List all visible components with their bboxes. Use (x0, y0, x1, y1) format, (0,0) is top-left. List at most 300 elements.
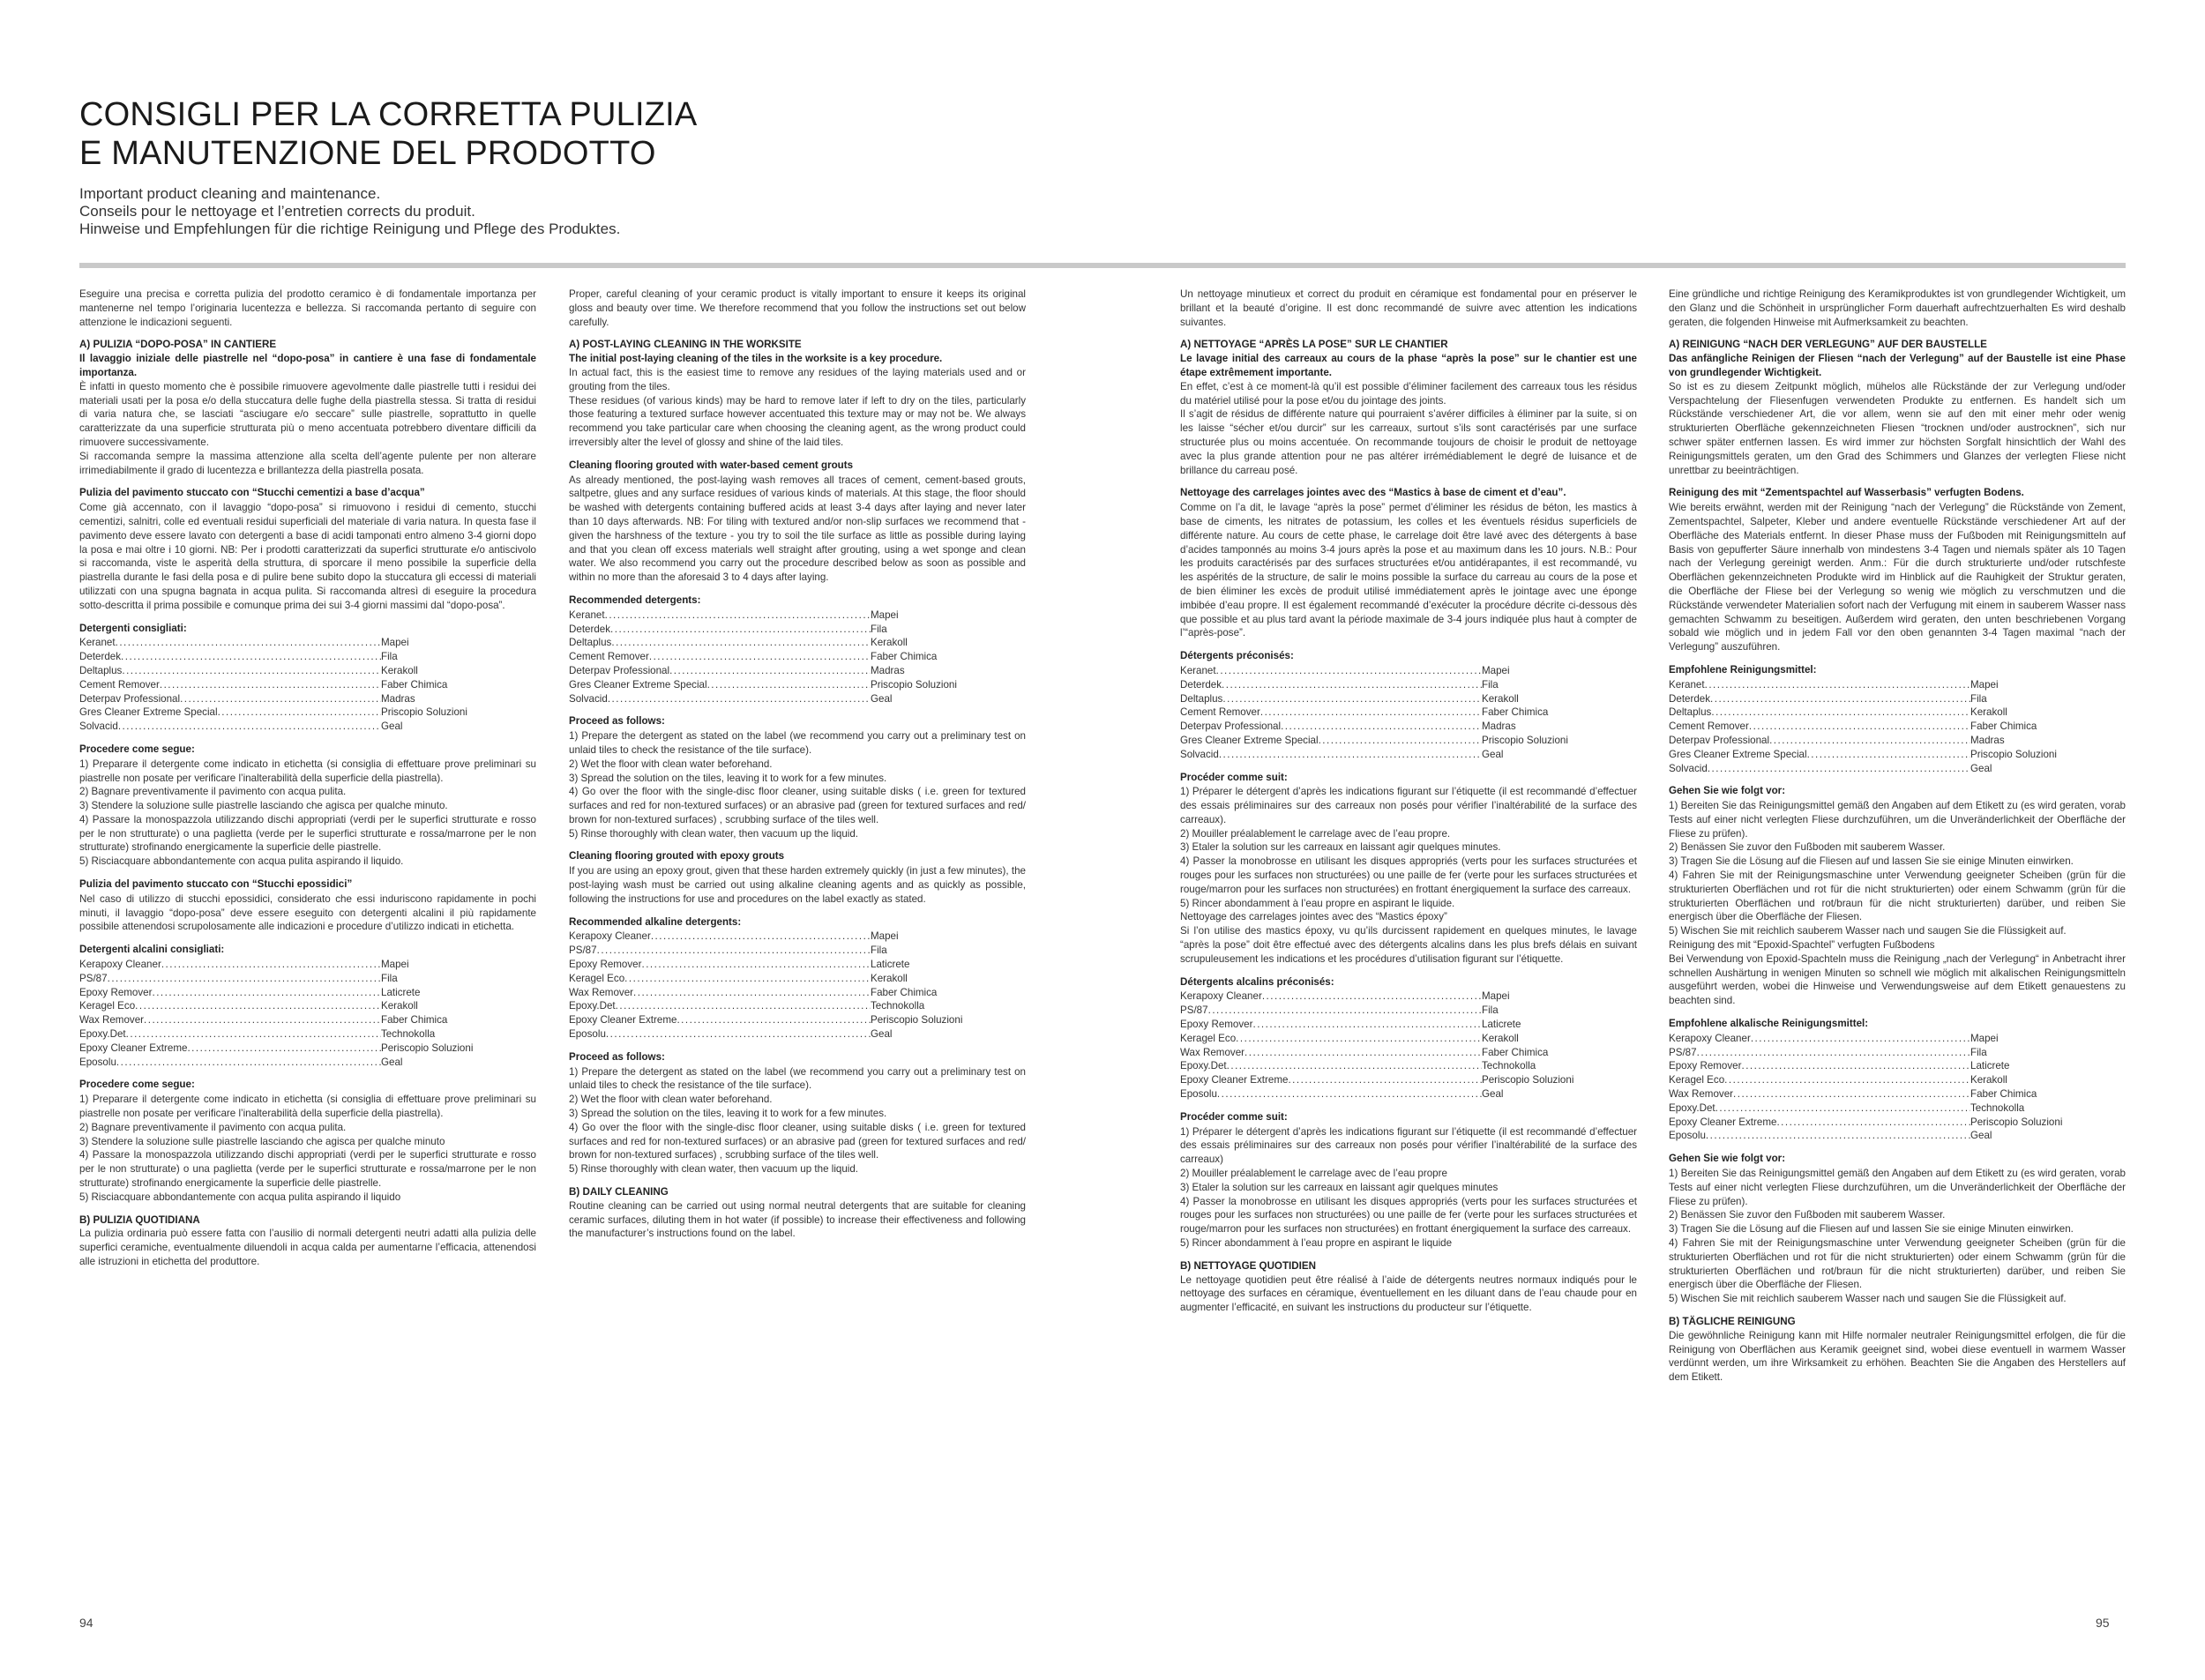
column-italian (79, 287, 536, 1277)
detergent-brand: Periscopio Soluzioni (1482, 1074, 1574, 1086)
detergent-row (79, 1027, 536, 1042)
header-divider (79, 263, 2126, 268)
detergent-row (1669, 734, 2126, 748)
cement-grout-body: Comme on l’a dit, le lavage “après la pose” permet d’éliminer les résidus de béton, les mastics à base de ciments, les nitrates de potassium, les colles et les éventuels résidus superficiels de différente nature. Au cours de cette phase, le carrelage doit être lavé avec des détergents à base d’acides tamponnés au moins 3-4 jours après la pose et au maximum dans les 10 jours. N.B.: Pour les produits caractérisés par des surfaces structurées et/ou antidérapantes, il est recommandé, vu les aspérités de la structure, de salir le moins possible la surface du carreau au cours de la pose et de bien éliminer les excès de produit utilisé immédiatement après le jointage avec une éponge imbibée d’eau propre. Il est également recommandé d’exécuter la procédure décrite ci-dessous dès que possible et au plus tard avant la période maximale de 3-4 jours indiquée plus haut à compter de l’“après-pose”. (1180, 502, 1637, 639)
detergent-name: Gres Cleaner Extreme Special (79, 706, 218, 719)
section-b-heading: B) NETTOYAGE QUOTIDIEN (1180, 1259, 1316, 1272)
procedure-step: 3) Etaler la solution sur les carreaux en laissant agir quelques minutes. (1180, 841, 1501, 854)
detergent-row (1180, 720, 1637, 734)
procedure-step: 5) Rincer abondamment à l’eau propre en aspirant le liquide. (1180, 897, 1455, 909)
leader-dots (1236, 1032, 1482, 1046)
detergent-brand: Mapei (1970, 678, 1999, 691)
detergent-brand: Laticrete (381, 986, 421, 998)
detergent-name: Cement Remover (1180, 706, 1260, 719)
cement-grout-body: Wie bereits erwähnt, werden mit der Reinigung “nach der Verlegung” die Rückstände von Zement, Zementspachtel, Salpeter, Kleber und andere eventuelle Rückstände verschiedener Art auf der Oberfläche des Materials entfernt. In dieser Phase muss der Fußboden mit Reinigungsmitteln auf Basis von gepufferter Säure innerhalb von mindestens 3-4 Tagen und niemals später als 10 Tagen nach der Verlegung gereinigt werden. Anm.: Für die durch strukturierte und/oder rutschfeste Oberflächen gekennzeichneten Produkte wird im Hinblick auf die Rauhigkeit der Struktur geraten, die Oberfläche der Fliese bei der Verlegung so wenig wie möglich zu verschmutzen und die Rückstände verwendeter Materialien sofort nach der Verfugung mit einem in sauberem Wasser nass gemachten Schwamm zu beseitigen. Außerdem wird geraten, den unten beschriebenen Vorgang sobald wie möglich und in jedem Fall vor den oben genannten 3-4 Tagen maximal “nach der Verlegung” auszuführen. (1669, 502, 2126, 653)
procedure-step: 1) Preparare il detergente come indicato in etichetta (si consiglia di effettuare prove preliminari su piastrelle non posate per verificare l’inalterabilità della superficie della piastrella). (79, 758, 536, 784)
section-b-body: Routine cleaning can be carried out using normal neutral detergents that are suitable for cleaning ceramic surfaces, diluting them in hot water (if possible) to increase their effectiveness and following the manufacturer’s instructions found on the label. (569, 1199, 1026, 1240)
detergent-brand: Priscopio Soluzioni (871, 678, 957, 691)
procedure-step: 3) Tragen Sie die Lösung auf die Fliesen auf und lassen Sie sie einige Minuten einwirken. (1669, 1223, 2074, 1236)
section-a-heading: A) REINIGUNG “NACH DER VERLEGUNG” AUF DER BAUSTELLE (1669, 339, 1987, 351)
leader-dots (1217, 1087, 1482, 1101)
alkaline-detergents-heading: Empfohlene alkalische Reinigungsmittel: (1669, 1018, 1869, 1030)
leader-dots (1252, 1018, 1482, 1032)
procedure-step: 2) Wet the floor with clean water beforehand. (569, 1094, 773, 1106)
detergent-row (569, 664, 1026, 678)
detergent-brand: Technokolla (381, 1028, 436, 1041)
epoxy-grout-heading: Cleaning flooring grouted with epoxy grouts (569, 850, 785, 862)
detergent-row (569, 609, 1026, 623)
section-a-lead: The initial post-laying cleaning of the tiles in the worksite is a key procedure. (569, 353, 943, 365)
detergent-brand: Geal (1970, 1130, 1992, 1142)
leader-dots (651, 930, 871, 944)
leader-dots (1733, 1087, 1970, 1101)
epoxy-grout-heading: Pulizia del pavimento stuccato con “Stucchi epossidici” (79, 878, 353, 891)
procedure-step: 4) Passare la monospazzola utilizzando dischi appropriati (verdi per le superfici strutturate e rosso per le non strutturate) o una paglietta (verde per le superfici strutturate e rossa/marrone per le non strutturate) strofinando energicamente la superficie delle piastrelle. (79, 813, 536, 854)
leader-dots (1751, 1032, 1970, 1046)
detergent-name: Deltaplus (1669, 706, 1712, 719)
procedure-2-steps (1180, 1125, 1637, 1251)
leader-dots (126, 1027, 381, 1042)
detergent-name: Wax Remover (79, 1014, 145, 1027)
detergent-brand: Laticrete (1970, 1060, 2010, 1072)
leader-dots (1208, 1004, 1482, 1018)
detergent-row (569, 636, 1026, 650)
detergent-row (1180, 678, 1637, 692)
procedure-step: 4) Go over the floor with the single-disc floor cleaner, using suitable disks ( i.e. green for textured surfaces and red for non-textured surfaces) or an abrasive pad (green for textured surfaces and red/ brown for non-textured surfaces) , scrubbing surface of the tiles well. (569, 1121, 1026, 1161)
detergent-name: Keranet (1180, 664, 1216, 676)
detergent-name: Gres Cleaner Extreme Special (1180, 734, 1319, 746)
procedure-2-steps (1669, 1167, 2126, 1306)
procedure-step: 1) Preparare il detergente come indicato in etichetta (si consiglia di effettuare prove preliminari su piastrelle non posate per verificare l’inalterabilità della superficie della piastrella). (79, 1094, 536, 1120)
detergent-row (1669, 678, 2126, 692)
detergent-brand: Fila (381, 651, 398, 663)
detergent-row (79, 999, 536, 1013)
detergent-name: Kerapoxy Cleaner (1669, 1032, 1751, 1044)
detergent-name: Kerapoxy Cleaner (1180, 990, 1262, 1003)
leader-dots (1216, 664, 1482, 678)
alkaline-detergents-heading: Recommended alkaline detergents: (569, 915, 742, 928)
detergent-row (1669, 1073, 2126, 1087)
leader-dots (707, 678, 871, 692)
detergent-row (1180, 748, 1637, 762)
detergent-brand: Technokolla (1482, 1060, 1536, 1072)
procedure-2-heading: Procedere come segue: (79, 1079, 195, 1091)
detergent-name: Solvacid (569, 692, 608, 705)
procedure-step: 5) Risciacquare abbondantemente con acqua pulita aspirando il liquido. (79, 855, 404, 868)
cement-grout-heading: Reinigung des mit “Zementspachtel auf Wasserbasis” verfugten Bodens. (1669, 487, 2024, 499)
detergent-name: Epoxy Remover (1669, 1060, 1742, 1072)
detergent-row (79, 678, 536, 692)
procedure-steps (569, 729, 1026, 840)
procedure-heading: Proceed as follows: (569, 715, 665, 728)
detergent-row (1180, 706, 1637, 720)
detergent-brand: Kerakoll (1482, 692, 1519, 705)
leader-dots (135, 999, 381, 1013)
detergent-row (1669, 1046, 2126, 1060)
detergent-name: PS/87 (79, 972, 108, 984)
detergent-name: Gres Cleaner Extreme Special (569, 678, 707, 691)
detergent-brand: Laticrete (1482, 1019, 1521, 1031)
detergent-name: Wax Remover (569, 986, 634, 998)
leader-dots (1807, 748, 1970, 762)
leader-dots (161, 958, 381, 972)
procedure-step: 4) Fahren Sie mit der Reinigungsmaschine unter Verwendung geeigneter Scheiben (grün für die strukturierten Oberflächen und rot für die nicht strukturierten) oder einem Schwamm (grün für die strukturierten Oberflächen und rot/braun für die nicht strukturierten) darüber, und reiben Sie energisch über die Oberfläche der Fliesen. (1669, 1237, 2126, 1291)
leader-dots (1219, 748, 1482, 762)
leader-dots (1262, 989, 1482, 1004)
detergent-row (569, 678, 1026, 692)
leader-dots (121, 650, 381, 664)
detergent-brand: Fila (1970, 692, 1987, 705)
epoxy-grout-body: Nel caso di utilizzo di stucchi epossidici, considerato che essi induriscono rapidamente in pochi minuti, il lavaggio “dopo-posa” deve essere eseguito con detergenti alcalini il più rapidamente possibile attenendosi scrupolosamente alle indicazioni e procedure d’utilizzo indicati in etichetta. (79, 892, 536, 933)
leader-dots (669, 664, 871, 678)
leader-dots (641, 958, 871, 972)
detergent-row (1669, 706, 2126, 720)
procedure-step: 2) Mouiller préalablement le carrelage avec de l’eau propre. (1180, 827, 1451, 840)
detergent-brand: Kerakoll (871, 972, 908, 984)
leader-dots (1724, 1073, 1970, 1087)
leader-dots (616, 999, 871, 1013)
detergent-name: Deltaplus (1180, 692, 1223, 705)
detergent-row (79, 986, 536, 1000)
detergents-heading: Recommended detergents: (569, 594, 701, 606)
procedure-steps (1669, 799, 2126, 1008)
leader-dots (676, 1013, 871, 1027)
detergent-brand: Priscopio Soluzioni (381, 706, 467, 719)
detergent-row (1669, 1129, 2126, 1143)
detergent-row (1669, 748, 2126, 762)
detergents-heading: Detergenti consigliati: (79, 622, 187, 634)
detergent-row (1180, 692, 1637, 706)
leader-dots (218, 706, 381, 720)
detergent-row (1669, 1101, 2126, 1116)
detergent-brand: Technokolla (1970, 1101, 2025, 1114)
leader-dots (633, 986, 871, 1000)
detergent-brand: Mapei (871, 930, 899, 943)
leader-dots (1319, 734, 1482, 748)
intro-text: Proper, careful cleaning of your ceramic product is vitally important to ensure it keeps its original gloss and beauty over time. We therefore recommend that you follow the instructions set out below carefully. (569, 288, 1026, 328)
detergent-brand: Kerakoll (1970, 706, 2007, 719)
detergent-brand: Kerakoll (1482, 1032, 1519, 1044)
procedure-step: Reinigung des mit “Epoxid-Spachtel” verfugten Fußbodens (1669, 939, 1935, 952)
alkaline-detergents-heading: Detergenti alcalini consigliati: (79, 944, 225, 956)
leader-dots (1697, 1046, 1970, 1060)
column-english (569, 287, 1026, 1249)
detergent-brand: Fila (871, 945, 887, 957)
procedure-heading: Procéder comme suit: (1180, 771, 1288, 783)
detergent-name: Epoxy.Det (79, 1028, 126, 1041)
leader-dots (187, 1042, 381, 1056)
detergent-brand: Fila (871, 623, 887, 635)
detergent-name: Epoxy Remover (569, 959, 642, 971)
detergent-row (569, 944, 1026, 958)
detergent-brand: Mapei (871, 609, 899, 621)
procedure-step: 1) Prepare the detergent as stated on the label (we recommend you carry out a preliminary test on unlaid tiles to check the resistance of the tile surface). (569, 1065, 1026, 1092)
procedure-step: 3) Spread the solution on the tiles, leaving it to work for a few minutes. (569, 772, 887, 784)
detergent-brand: Periscopio Soluzioni (381, 1042, 474, 1054)
detergent-brand: Fila (1482, 1004, 1499, 1017)
cement-grout-heading: Pulizia del pavimento stuccato con “Stucchi cementizi a base d’acqua” (79, 487, 425, 499)
detergent-brand: Geal (1482, 1088, 1504, 1101)
leader-dots (1705, 678, 1970, 692)
section-a-lead: Il lavaggio iniziale delle piastrelle nel “dopo-posa” in cantiere è una fase di fondamentale importanza. (79, 353, 536, 378)
page-number-left: 94 (79, 1616, 93, 1630)
detergent-name: Wax Remover (1180, 1046, 1245, 1058)
detergent-name: Cement Remover (79, 678, 160, 691)
leader-dots (1288, 1073, 1482, 1087)
procedure-heading: Gehen Sie wie folgt vor: (1669, 785, 1786, 797)
procedure-2-heading: Procéder comme suit: (1180, 1110, 1288, 1123)
detergent-row (79, 972, 536, 986)
detergent-brand: Madras (1482, 721, 1516, 733)
cement-grout-body: As already mentioned, the post-laying wash removes all traces of cement, cement-based grouts, saltpetre, glues and any surface residues of various kinds of materials. At this stage, the floor should be washed with detergents containing buffered acids at least 3-4 days after laying and never later than 10 days afterwards. NB: For tiling with textured and/or non-slip surfaces we recommend that - given the harshness of the texture - you try to soil the tile surface as little as possible during laying and that you clean off excess materials well straight after grouting, using a wet sponge and clean water. We also recommend you carry out the procedure described below as soon as possible and within no more than the aforesaid 3 to 4 days after laying. (569, 474, 1026, 584)
procedure-steps (79, 758, 536, 869)
detergent-row (569, 692, 1026, 706)
detergent-brand: Kerakoll (871, 637, 908, 649)
detergent-brand: Geal (871, 692, 893, 705)
leader-dots (1260, 706, 1482, 720)
detergent-brand: Madras (381, 692, 415, 705)
section-a-body-1: So ist es zu diesem Zeitpunkt möglich, mühelos alle Rückstände der zur Verlegung und/oder Verspachtelung der Fliesenfugen verwendeten Produkte zu entfernen. Es handelt sich um Rückstände verschiedener Art, die vor allem, wenn sie auf den mit einer mehr oder wenig strukturierten Oberfläche gekennzeichneten Fliesen “trocknen und/oder austrocknen”, sich nur schwer später entfernen lassen. Es wird immer zur höchsten Sorgfalt hinsichtlich der Wahl des Reinigungsmittels geraten, um den Grad des Schimmers und Glanzes der verlegten Fliese nicht unrettbar zu beeinträchtigen. (1669, 380, 2126, 476)
detergent-name: Keragel Eco (1669, 1074, 1725, 1086)
procedure-step: 2) Bagnare preventivamente il pavimento con acqua pulita. (79, 786, 347, 798)
detergent-brand: Mapei (381, 959, 409, 971)
section-a-heading: A) POST-LAYING CLEANING IN THE WORKSITE (569, 339, 802, 351)
detergents-heading: Détergents préconisés: (1180, 650, 1294, 662)
subtitle-english: Important product cleaning and maintenance. (79, 185, 381, 202)
alkaline-detergent-list (1669, 1032, 2126, 1143)
section-b-body: Die gewöhnliche Reinigung kann mit Hilfe normaler neutraler Reinigungsmittel erfolgen, die für die Reinigung von Oberflächen aus Keramik geeignet sind, wobei diese eventuell in warmem Wasser verdünnt werden, um ihre Wirksamkeit zu erhöhen. Beachten Sie die Angaben des Herstellers auf dem Etikett. (1669, 1329, 2126, 1384)
detergent-brand: Geal (381, 721, 403, 733)
leader-dots (116, 1056, 381, 1070)
detergent-name: Deltaplus (569, 637, 612, 649)
section-a-lead: Le lavage initial des carreaux au cours de la phase “après la pose” sur le chantier est une étape extrêmement importante. (1180, 353, 1637, 378)
detergent-name: Deltaplus (79, 664, 123, 676)
leader-dots (118, 720, 381, 734)
detergent-name: Epoxy.Det (1180, 1060, 1227, 1072)
leader-dots (624, 972, 871, 986)
intro-text: Eine gründliche und richtige Reinigung des Keramikproduktes ist von grundlegender Wichtigkeit, um den Glanz und die Schönheit in ursprünglicher Form dauerhaft aufrechtzuerhalten Es wird deshalb geraten, die folgenden Hinweise mit Aufmerksamkeit zu beachten. (1669, 288, 2126, 328)
leader-dots (1222, 678, 1482, 692)
detergent-name: Keragel Eco (79, 1000, 136, 1012)
title-line-2: E MANUTENZIONE DEL PRODOTTO (79, 135, 656, 172)
section-b-heading: B) DAILY CLEANING (569, 1186, 669, 1198)
detergent-name: Epoxy.Det (1669, 1101, 1715, 1114)
section-a-heading: A) NETTOYAGE “APRÈS LA POSE” SUR LE CHANTIER (1180, 339, 1448, 351)
column-french (1180, 287, 1637, 1323)
detergent-row (569, 986, 1026, 1000)
detergent-name: Deterdek (1669, 692, 1711, 705)
detergent-brand: Faber Chimica (381, 678, 448, 691)
detergent-brand: Mapei (1482, 990, 1510, 1003)
detergent-name: Keranet (79, 637, 116, 649)
detergent-name: Deterdek (79, 651, 122, 663)
detergent-row (569, 972, 1026, 986)
detergent-name: Epoxy Cleaner Extreme (79, 1042, 188, 1054)
detergent-name: Gres Cleaner Extreme Special (1669, 748, 1807, 760)
section-a-heading: A) PULIZIA “DOPO-POSA” IN CANTIERE (79, 339, 277, 351)
leader-dots (116, 636, 381, 650)
detergent-row (79, 720, 536, 734)
detergent-brand: Geal (1970, 762, 1992, 774)
detergent-row (569, 930, 1026, 944)
detergent-row (1669, 1059, 2126, 1073)
leader-dots (1711, 706, 1970, 720)
detergent-name: Deterdek (569, 623, 611, 635)
detergent-name: Deterpav Professional (1669, 734, 1770, 746)
detergent-name: Cement Remover (1669, 721, 1749, 733)
leader-dots (152, 986, 381, 1000)
procedure-step: Bei Verwendung von Epoxid-Spachteln muss die Reinigung „nach der Verlegung“ in Anbetracht ihrer schnellen Aushärtung in wenigen Minuten so schnell wie möglich mit alkalischen Reinigungsmitteln ausgeführt werden, wobei die Hinweise und Verwendungsweise auf dem Etikett genauestens zu beachten sind. (1669, 952, 2126, 1007)
detergent-name: PS/87 (1669, 1046, 1697, 1058)
leader-dots (1245, 1046, 1482, 1060)
detergent-brand: Kerakoll (381, 1000, 418, 1012)
detergent-name: Cement Remover (569, 651, 649, 663)
detergent-name: Epoxy Cleaner Extreme (1669, 1116, 1777, 1128)
detergent-brand: Kerakoll (381, 664, 418, 676)
detergent-brand: Laticrete (871, 959, 910, 971)
detergent-brand: Fila (1970, 1046, 1987, 1058)
detergent-name: Kerapoxy Cleaner (569, 930, 651, 943)
subtitle-french: Conseils pour le nettoyage et l’entretien corrects du produit. (79, 203, 475, 220)
procedure-step: 4) Passare la monospazzola utilizzando dischi appropriati (verdi per le superfici strutturate e rosso per le non strutturate) o una paglietta (verde per le superfici strutturate e rossa/marrone per le non strutturate) strofinando energicamente la superficie delle piastrelle. (79, 1149, 536, 1190)
leader-dots (1710, 692, 1970, 706)
leader-dots (606, 1027, 871, 1042)
alkaline-detergent-list (79, 958, 536, 1069)
leader-dots (1715, 1101, 1970, 1116)
detergent-row (1180, 1032, 1637, 1046)
detergent-row (569, 1013, 1026, 1027)
intro-text: Eseguire una precisa e corretta pulizia del prodotto ceramico è di fondamentale importanza per mantenerne nel tempo l’originaria lucentezza e bellezza. Si raccomanda pertanto di seguire con attenzione le indicazioni seguenti. (79, 288, 536, 328)
detergent-row (569, 958, 1026, 972)
procedure-2-steps (79, 1093, 536, 1204)
detergent-row (79, 706, 536, 720)
procedure-heading: Procedere come segue: (79, 743, 195, 755)
leader-dots (1749, 720, 1970, 734)
detergent-brand: Periscopio Soluzioni (871, 1014, 963, 1027)
detergent-brand: Faber Chimica (871, 651, 938, 663)
leader-dots (649, 650, 871, 664)
subtitle-block (79, 185, 620, 238)
page-title (79, 95, 697, 173)
leader-dots (610, 623, 871, 637)
detergent-brand: Faber Chimica (1482, 706, 1549, 719)
procedure-step: 5) Wischen Sie mit reichlich sauberem Wasser nach und saugen Sie die Flüssigkeit auf. (1669, 1293, 2067, 1305)
procedure-step: 3) Stendere la soluzione sulle piastrelle lasciando che agisca per qualche minuto (79, 1135, 445, 1147)
detergent-name: Solvacid (79, 721, 118, 733)
cement-grout-heading: Nettoyage des carrelages jointes avec des “Mastics à base de ciment et d’eau”. (1180, 487, 1566, 499)
detergent-name: Epoxy Cleaner Extreme (1180, 1074, 1289, 1086)
procedure-step: 5) Wischen Sie mit reichlich sauberem Wasser nach und saugen Sie die Flüssigkeit auf. (1669, 925, 2067, 937)
procedure-step: 1) Préparer le détergent d’après les indications figurant sur l’étiquette (il est recommandé d’effectuer des essais préliminaires sur des carreaux non posés pour vérifier l’inaltérabilité de la surface des carreaux) (1180, 1125, 1637, 1166)
detergent-brand: Faber Chimica (1970, 721, 2037, 733)
detergent-name: Keranet (569, 609, 605, 621)
leader-dots (1776, 1116, 1970, 1130)
detergent-list (1669, 678, 2126, 776)
detergents-heading: Empfohlene Reinigungsmittel: (1669, 663, 1817, 676)
detergent-brand: Faber Chimica (871, 986, 938, 998)
procedure-step: 3) Spread the solution on the tiles, leaving it to work for a few minutes. (569, 1108, 887, 1120)
section-a-body-1: In actual fact, this is the easiest time to remove any residues of the laying materials used and or grouting from the tiles. (569, 366, 1026, 392)
detergent-brand: Madras (1970, 734, 2005, 746)
detergent-name: Epoxy Remover (79, 986, 153, 998)
leader-dots (144, 1013, 381, 1027)
leader-dots (608, 692, 871, 706)
leader-dots (1741, 1059, 1970, 1073)
detergent-row (79, 664, 536, 678)
subtitle-german: Hinweise und Empfehlungen für die richtige Reinigung und Pflege des Produktes. (79, 220, 621, 237)
detergent-brand: Mapei (381, 637, 409, 649)
procedure-step: 4) Passer la monobrosse en utilisant les disques appropriés (verts pour les surfaces structurées et rouges pour les surfaces non structurées) ou une paille de fer (verte pour les surfaces structurées et rouge/marron pour les surfaces non structurées) en frottant énergiquement la surface des carreaux. (1180, 1195, 1637, 1236)
detergent-name: Eposolu (569, 1028, 606, 1041)
detergent-row (79, 958, 536, 972)
detergent-brand: Geal (381, 1056, 403, 1068)
section-a-body-2: Si raccomanda sempre la massima attenzione alla scelta dell’agente pulente per non alterare irrimediabilmente il grado di lucentezza e brillantezza della piastrella posata. (79, 450, 536, 476)
detergent-row (1669, 762, 2126, 776)
detergent-brand: Periscopio Soluzioni (1970, 1116, 2063, 1128)
detergent-row (1180, 1004, 1637, 1018)
detergent-row (1180, 1059, 1637, 1073)
procedure-step: 2) Bagnare preventivamente il pavimento con acqua pulita. (79, 1121, 347, 1133)
procedure-step: 3) Etaler la solution sur les carreaux en laissant agir quelques minutes (1180, 1181, 1499, 1193)
detergent-name: PS/87 (1180, 1004, 1208, 1017)
detergent-name: Keragel Eco (569, 972, 625, 984)
detergent-list (569, 609, 1026, 706)
detergent-row (1180, 1018, 1637, 1032)
detergent-row (1669, 1087, 2126, 1101)
procedure-step: 5) Rinse thoroughly with clean water, then vacuum up the liquid. (569, 1163, 859, 1176)
detergent-brand: Mapei (1482, 664, 1510, 676)
cement-grout-body: Come già accennato, con il lavaggio “dopo-posa” si rimuovono i residui di cemento, stucchi cementizi, salnitri, colle ed eventuali residui superficiali del materiale di varia natura. In questa fase il pavimento deve essere lavato con detergenti a base di acidi tamponati entro almeno 3-4 giorni dopo la posa e mai oltre i 10 giorni. NB: Per i prodotti caratterizzati da superfici strutturate e/o antiscivolo si raccomanda, viste le asperità della struttura, di sporcare il meno possibile la superficie della piastrella durante le fasi della posa e di pulire bene subito dopo la stuccatura gli eccessi di materiali utilizzati con una spugna bagnata in acqua pulita. Si raccomanda altresì di eseguire la procedura sotto-descritta il prima possibile e comunque prima dei sui 3-4 giorni massimi dal “dopo-posa”. (79, 502, 536, 611)
detergent-row (1180, 1046, 1637, 1060)
detergent-row (79, 692, 536, 706)
procedure-step: 2) Mouiller préalablement le carrelage avec de l’eau propre (1180, 1168, 1447, 1180)
detergent-list (79, 636, 536, 734)
intro-text: Un nettoyage minutieux et correct du produit en céramique est fondamental pour en préserver le brillant et la beauté d’origine. Il est donc recommandé de suivre avec attention les indications suivantes. (1180, 288, 1637, 328)
section-a-body-1: È infatti in questo momento che è possibile rimuovere agevolmente dalle piastrelle tutti i residui dei materiali usati per la posa e/o della stuccatura delle fughe della piastrella stessa. Si tratta di residui di varia natura che, se lasciati “asciugare e/o seccare” sulle piastrelle, soprattutto in quelle caratterizzate da una superficie strutturata più o meno accentuata potrebbero diventare difficili da rimuovere successivamente. (79, 380, 536, 448)
procedure-step: 4) Passer la monobrosse en utilisant les disques appropriés (verts pour les surfaces structurées et rouges pour les surfaces non structurées) ou une paille de fer (verte pour les surfaces structurées et rouge/marron pour les surfaces non structurées) en frottant énergiquement la surface des carreaux. (1180, 855, 1637, 895)
leader-dots (1281, 720, 1482, 734)
leader-dots (122, 664, 381, 678)
detergent-name: Eposolu (1180, 1088, 1217, 1101)
detergent-brand: Geal (871, 1028, 893, 1041)
detergent-name: Eposolu (1669, 1130, 1706, 1142)
detergent-brand: Kerakoll (1970, 1074, 2007, 1086)
detergent-row (569, 999, 1026, 1013)
procedure-step: 4) Fahren Sie mit der Reinigungsmaschine unter Verwendung geeigneter Scheiben (grün für die strukturierten Oberflächen und rot für die nicht strukturierten) oder einem Schwamm (grün für die strukturierten Oberflächen und rot/braun für die nicht strukturierten) darüber, und reiben Sie energisch über die Oberfläche der Fliesen. (1669, 870, 2126, 923)
detergent-name: Deterpav Professional (1180, 721, 1282, 733)
procedure-2-heading: Gehen Sie wie folgt vor: (1669, 1153, 1786, 1165)
procedure-step: Nettoyage des carrelages jointes avec des “Mastics époxy” (1180, 911, 1447, 923)
procedure-step: 1) Prepare the detergent as stated on the label (we recommend you carry out a preliminary test on unlaid tiles to check the resistance of the tile surface). (569, 730, 1026, 756)
leader-dots (160, 678, 381, 692)
detergent-row (1180, 664, 1637, 678)
detergent-row (1180, 1073, 1637, 1087)
section-b-body: Le nettoyage quotidien peut être réalisé à l’aide de détergents neutres normaux indiqués pour le nettoyage des surfaces en céramique, éventuellement en les diluant dans de l’eau chaude pour en augmenter l’efficacité, en suivant les instructions du producteur sur l’étiquette. (1180, 1273, 1637, 1314)
detergent-row (1180, 734, 1637, 748)
leader-dots (611, 636, 871, 650)
procedure-step: 2) Wet the floor with clean water beforehand. (569, 758, 773, 770)
leader-dots (1706, 1129, 1970, 1143)
detergent-name: Keranet (1669, 678, 1705, 691)
detergent-brand: Priscopio Soluzioni (1482, 734, 1568, 746)
procedure-step: 1) Bereiten Sie das Reinigungsmittel gemäß den Angaben auf dem Etikett zu (es wird geraten, vorab Tests auf einer nicht verlegten Fliese durchzuführen, um die Unveränderlichkeit der Oberfläche der Fliese zu prüfen). (1669, 800, 2126, 840)
procedure-step: 4) Go over the floor with the single-disc floor cleaner, using suitable disks ( i.e. green for textured surfaces and red for non-textured surfaces) or an abrasive pad (green for textured surfaces and red/ brown for non-textured surfaces) , scrubbing surface of the tiles well. (569, 786, 1026, 825)
detergent-brand: Faber Chimica (381, 1014, 448, 1027)
alkaline-detergents-heading: Détergents alcalins préconisés: (1180, 975, 1334, 988)
detergent-name: Deterpav Professional (569, 664, 670, 676)
detergent-brand: Technokolla (871, 1000, 925, 1012)
alkaline-detergent-list (569, 930, 1026, 1041)
